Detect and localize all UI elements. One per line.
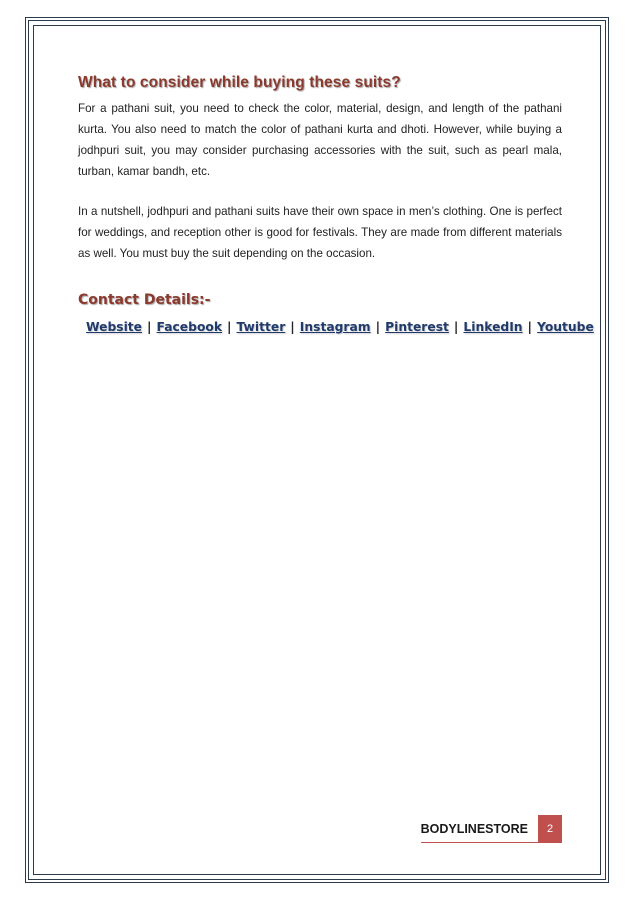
contact-heading: Contact Details:- — [78, 292, 211, 308]
link-youtube[interactable]: Youtube — [537, 320, 594, 334]
link-separator: | — [290, 320, 295, 334]
paragraph-buying-tips: For a pathani suit, you need to check the color, material, design, and length of the pathani kurta. You also need to match the color of pathani kurta and dhoti. However, while buying a jodhpuri suit, you may consider purchasing accessories with the suit, such as pearl mala, turban, kamar bandh, etc. — [78, 102, 562, 178]
link-website[interactable]: Website — [86, 320, 143, 334]
paragraph-summary: In a nutshell, jodhpuri and pathani suits have their own space in men’s clothing. One is perfect for weddings, and reception other is good for festivals. They are made from different materials as well. You must buy the suit depending on the occasion. — [78, 205, 562, 260]
link-instagram[interactable]: Instagram — [299, 320, 371, 334]
section-heading: What to consider while buying these suits? — [78, 74, 401, 91]
link-linkedin[interactable]: LinkedIn — [463, 320, 523, 334]
link-facebook[interactable]: Facebook — [156, 320, 223, 334]
page-content — [78, 74, 594, 334]
footer-brand: BODYLINESTORE — [421, 816, 538, 843]
link-separator: | — [227, 320, 232, 334]
link-separator: | — [453, 320, 459, 334]
social-links — [78, 320, 594, 334]
link-twitter[interactable]: Twitter — [236, 320, 286, 334]
link-pinterest[interactable]: Pinterest — [385, 320, 449, 334]
page-footer — [421, 815, 562, 843]
link-separator: | — [147, 320, 152, 334]
link-separator: | — [375, 320, 381, 334]
page-number-badge: 2 — [538, 815, 562, 843]
link-separator: | — [527, 320, 533, 334]
